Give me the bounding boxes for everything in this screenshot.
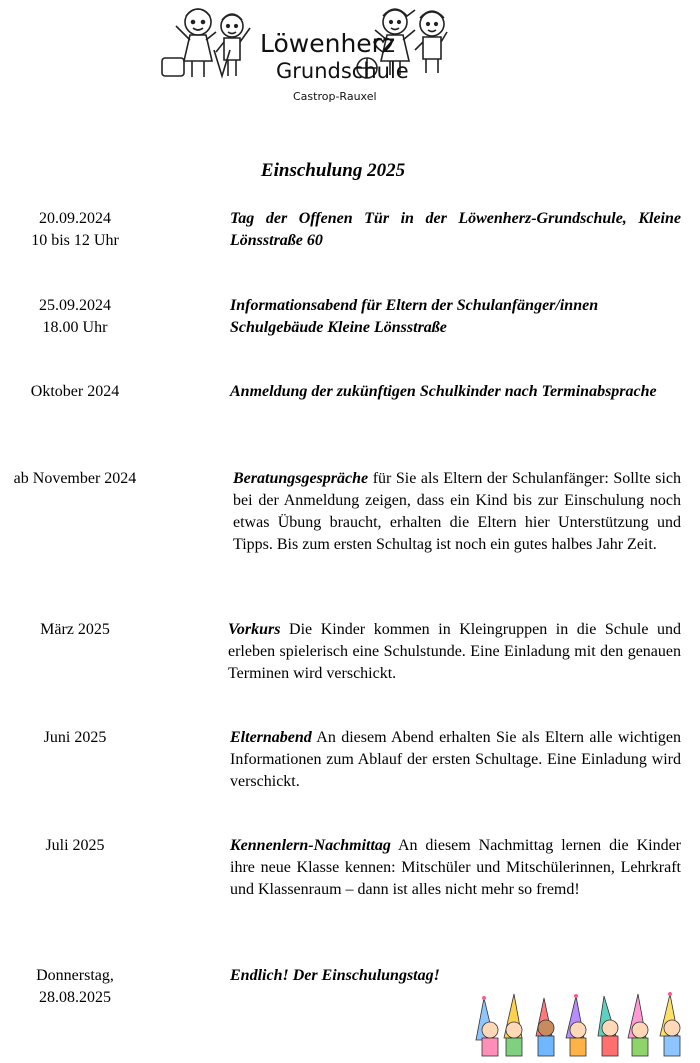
event-description — [230, 835, 681, 901]
kids-with-school-cones-illustration — [470, 990, 692, 1060]
event-description — [230, 727, 681, 793]
event-text: Die Kinder kommen in Kleingruppen in die Schule und erleben spielerisch eine Schulstunde. Eine Einladung mit den genauen Terminen wird verschickt. — [228, 621, 681, 682]
page-title: Einschulung 2025 — [260, 160, 406, 181]
event-date: März 2025 — [40, 621, 110, 638]
event-headline: Tag der Offenen Tür in der Löwenherz-Grundschule, Kleine Lönsstraße 60 — [230, 210, 681, 249]
event-headline: Informationsabend für Eltern der Schulanfänger/innen Schulgebäude Kleine Lönsstraße — [230, 297, 599, 336]
event-headline: Kennenlern-Nachmittag — [230, 837, 391, 854]
event-text: für Sie als Eltern der Schulanfänger: Sollte sich bei der Anmeldung zeigen, dass ein Kind bis zur Einschulung noch etwas Übung braucht, erhalten die Eltern hier Unterstützung und Tipps. Bis zum ersten Schultag ist noch ein gutes halbes Jahr Zeit. — [233, 470, 681, 553]
event-headline: Anmeldung der zukünftigen Schulkinder nach Terminabsprache — [230, 383, 657, 400]
svg-text:Löwenherz: Löwenherz — [260, 29, 396, 58]
event-date: ab November 2024 — [13, 470, 137, 487]
svg-text:Castrop-Rauxel: Castrop-Rauxel — [293, 90, 377, 103]
event-description — [230, 381, 681, 403]
event-headline: Elternabend — [230, 729, 312, 746]
event-date: Donnerstag, 28.08.2025 — [36, 967, 114, 1006]
event-date: Juli 2025 — [45, 837, 105, 854]
svg-text:Grundschule: Grundschule — [276, 59, 409, 83]
event-headline: Endlich! Der Einschulungstag! — [230, 967, 440, 984]
event-text: An diesem Nachmittag lernen die Kinder ihre neue Klasse kennen: Mitschüler und Mitschülerinnen, Lehrkraft und Klassenraum – dann ist alles nicht mehr so fremd! — [230, 837, 681, 898]
event-description — [230, 208, 681, 252]
event-date: 25.09.2024 18.00 Uhr — [39, 297, 111, 336]
event-description — [230, 965, 681, 987]
event-date: Oktober 2024 — [30, 383, 120, 400]
school-logo — [160, 2, 450, 106]
event-date: Juni 2025 — [43, 729, 107, 746]
event-description — [228, 619, 681, 685]
event-description — [230, 295, 681, 339]
event-description — [233, 468, 681, 556]
event-headline: Beratungsgespräche — [233, 470, 369, 487]
event-headline: Vorkurs — [228, 621, 281, 638]
event-date: 20.09.2024 10 bis 12 Uhr — [31, 210, 119, 249]
event-text: An diesem Abend erhalten Sie als Eltern alle wichtigen Informationen zum Ablauf der ersten Schultage. Eine Einladung wird verschickt. — [230, 729, 681, 790]
